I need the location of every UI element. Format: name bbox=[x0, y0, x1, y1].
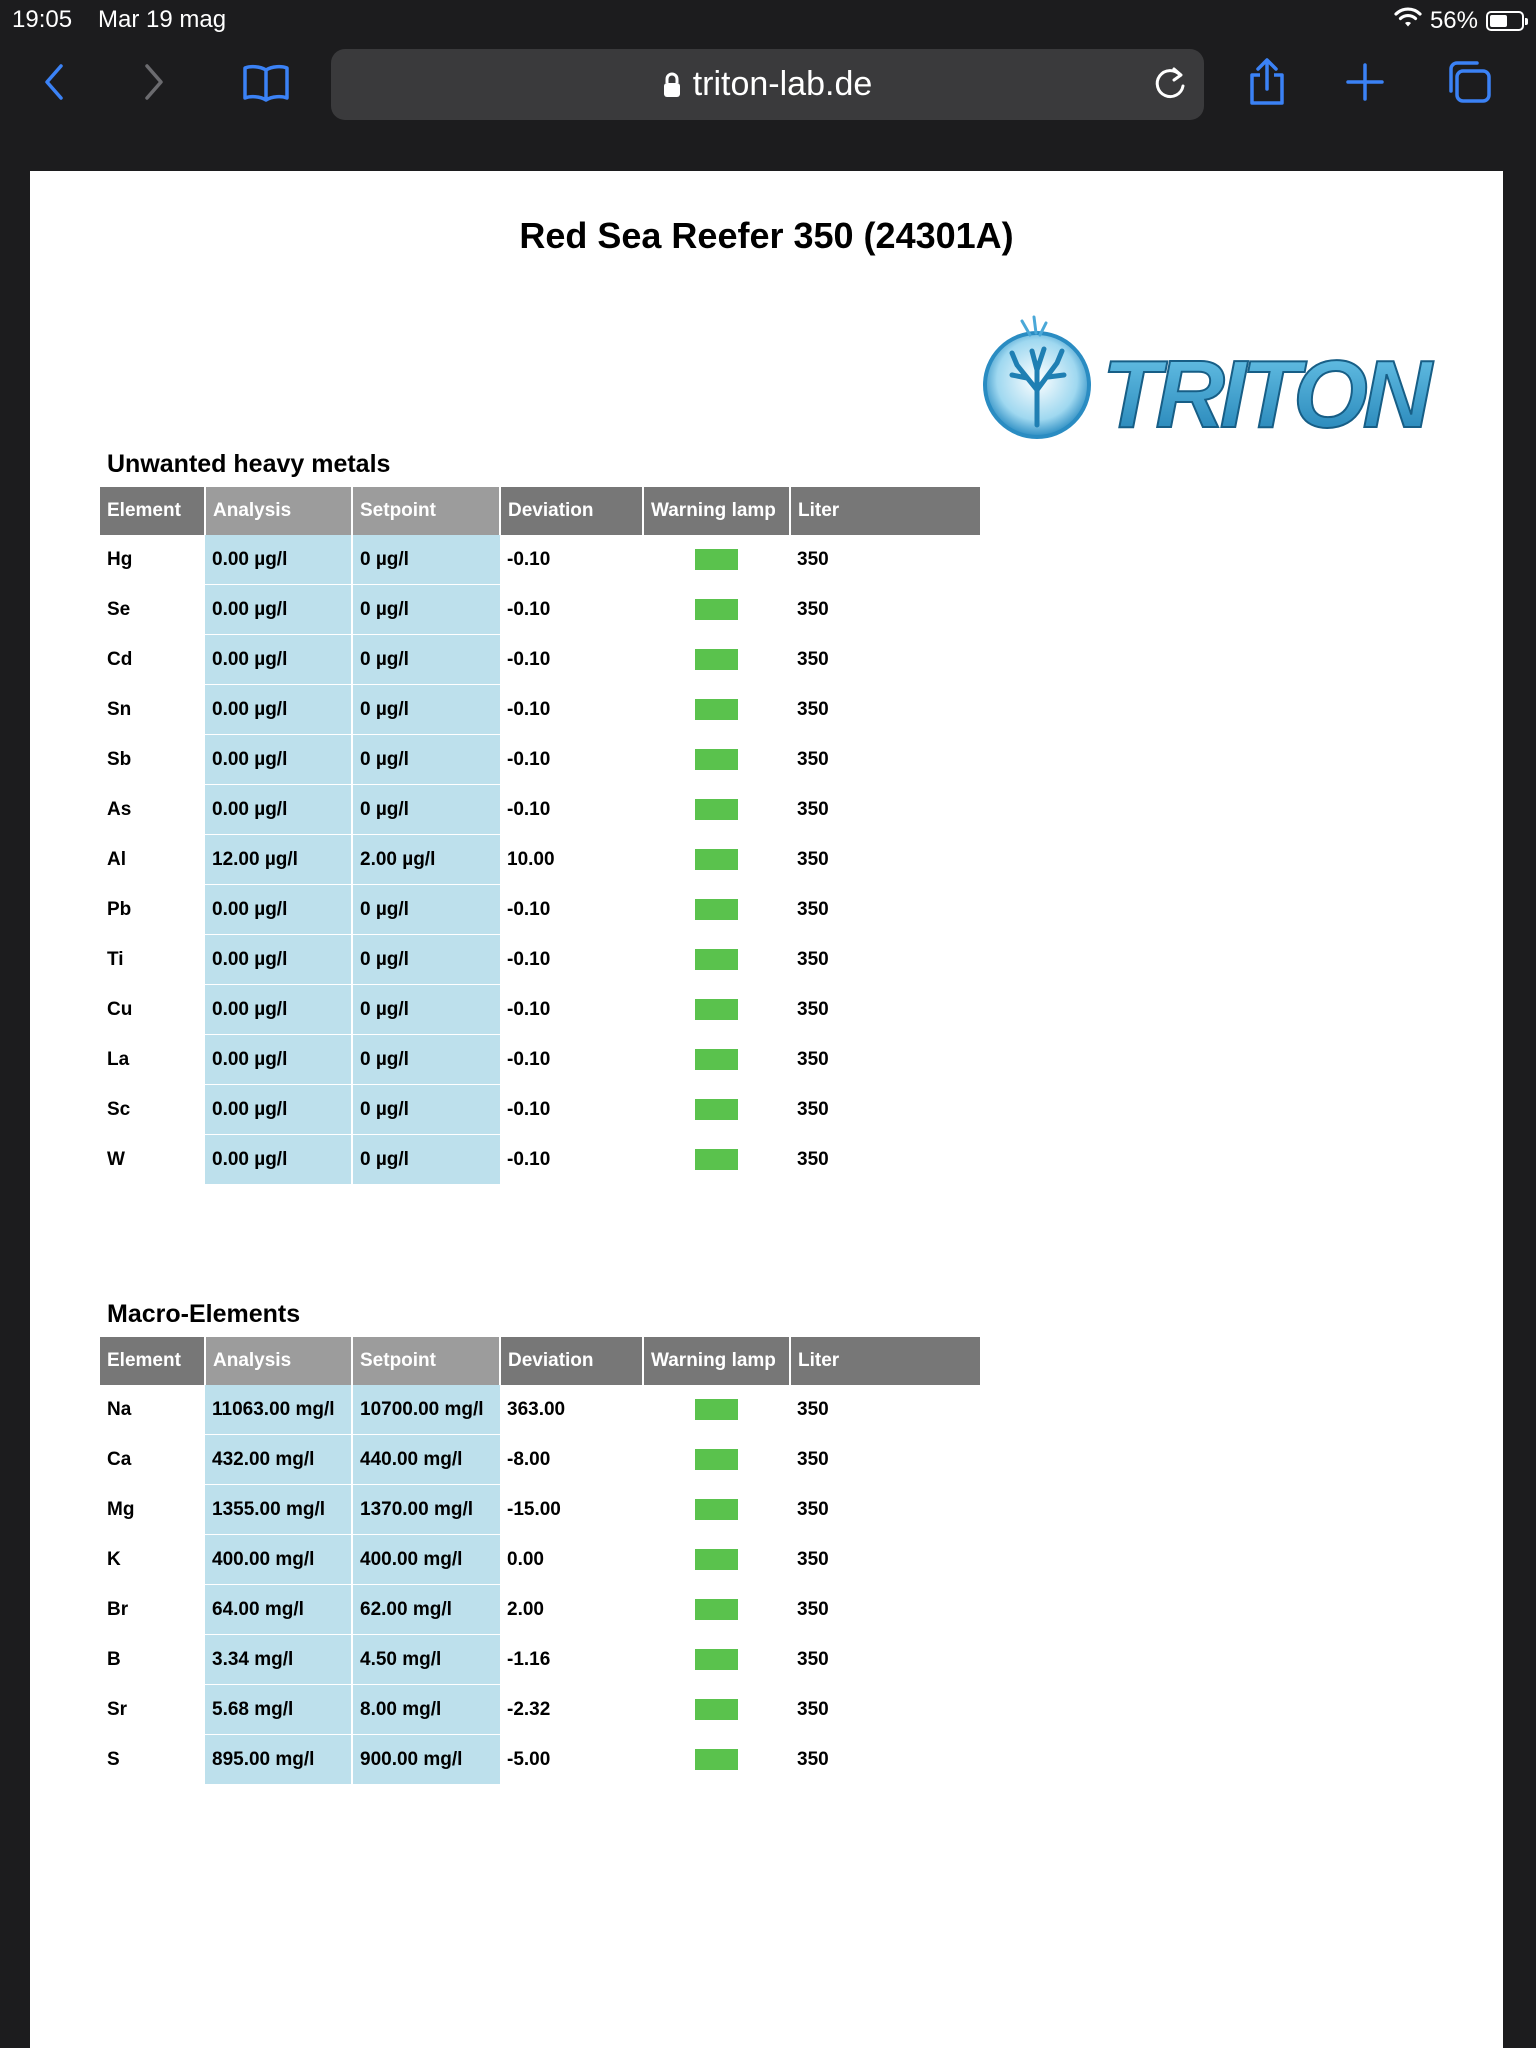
col-liter: Liter bbox=[790, 487, 980, 535]
url-display bbox=[331, 49, 1204, 120]
forward-button[interactable] bbox=[126, 54, 182, 110]
cell-deviation: -0.10 bbox=[500, 1035, 643, 1085]
col-warning-lamp: Warning lamp bbox=[643, 1337, 790, 1385]
col-setpoint: Setpoint bbox=[352, 1337, 500, 1385]
table-row bbox=[100, 1385, 980, 1435]
cell-setpoint: 400.00 mg/l bbox=[352, 1535, 500, 1585]
cell-analysis: 0.00 µg/l bbox=[205, 935, 352, 985]
cell-deviation: -0.10 bbox=[500, 635, 643, 685]
cell-element: Sb bbox=[100, 735, 205, 785]
lock-icon bbox=[663, 72, 681, 98]
table-row bbox=[100, 835, 980, 885]
cell-liter: 350 bbox=[790, 1735, 980, 1785]
cell-deviation: -0.10 bbox=[500, 1085, 643, 1135]
heavy-metals-table bbox=[100, 487, 980, 1185]
cell-deviation: -0.10 bbox=[500, 785, 643, 835]
cell-liter: 350 bbox=[790, 835, 980, 885]
cell-element: Na bbox=[100, 1385, 205, 1435]
cell-liter: 350 bbox=[790, 735, 980, 785]
cell-setpoint: 0 µg/l bbox=[352, 785, 500, 835]
cell-setpoint: 10700.00 mg/l bbox=[352, 1385, 500, 1435]
cell-deviation: -0.10 bbox=[500, 1135, 643, 1185]
macro-elements-table bbox=[100, 1337, 980, 1785]
cell-element: Cu bbox=[100, 985, 205, 1035]
cell-liter: 350 bbox=[790, 1085, 980, 1135]
warning-lamp-indicator bbox=[695, 1399, 738, 1420]
cell-deviation: -0.10 bbox=[500, 935, 643, 985]
tabs-overview-button[interactable] bbox=[1441, 54, 1497, 110]
browser-toolbar bbox=[0, 40, 1536, 140]
cell-liter: 350 bbox=[790, 1685, 980, 1735]
cell-liter: 350 bbox=[790, 585, 980, 635]
cell-deviation: -5.00 bbox=[500, 1735, 643, 1785]
table-row bbox=[100, 785, 980, 835]
cell-analysis: 12.00 µg/l bbox=[205, 835, 352, 885]
cell-analysis: 3.34 mg/l bbox=[205, 1635, 352, 1685]
cell-liter: 350 bbox=[790, 1385, 980, 1435]
status-time: 19:05 bbox=[12, 6, 73, 33]
table-header-row bbox=[100, 1337, 980, 1385]
cell-deviation: 2.00 bbox=[500, 1585, 643, 1635]
warning-lamp-indicator bbox=[695, 1749, 738, 1770]
cell-element: Sr bbox=[100, 1685, 205, 1735]
warning-lamp-indicator bbox=[695, 1649, 738, 1670]
status-date: Mar 19 mag bbox=[98, 6, 227, 33]
cell-liter: 350 bbox=[790, 885, 980, 935]
cell-liter: 350 bbox=[790, 685, 980, 735]
warning-lamp-indicator bbox=[695, 1449, 738, 1470]
warning-lamp-indicator bbox=[695, 799, 738, 820]
table-row bbox=[100, 1485, 980, 1535]
battery-percent: 56% bbox=[1429, 6, 1478, 34]
col-warning-lamp: Warning lamp bbox=[643, 487, 790, 535]
warning-lamp-indicator bbox=[695, 1149, 738, 1170]
table-row bbox=[100, 585, 980, 635]
cell-analysis: 0.00 µg/l bbox=[205, 685, 352, 735]
cell-element: S bbox=[100, 1735, 205, 1785]
triton-logo bbox=[982, 315, 1442, 450]
cell-element: Pb bbox=[100, 885, 205, 935]
cell-liter: 350 bbox=[790, 1485, 980, 1535]
cell-element: B bbox=[100, 1635, 205, 1685]
cell-analysis: 64.00 mg/l bbox=[205, 1585, 352, 1635]
cell-warning-lamp bbox=[643, 785, 790, 835]
cell-setpoint: 0 µg/l bbox=[352, 635, 500, 685]
macro-elements-title: Macro-Elements bbox=[107, 1300, 301, 1328]
cell-setpoint: 0 µg/l bbox=[352, 735, 500, 785]
cell-warning-lamp bbox=[643, 585, 790, 635]
cell-element: As bbox=[100, 785, 205, 835]
cell-setpoint: 0 µg/l bbox=[352, 1035, 500, 1085]
warning-lamp-indicator bbox=[695, 999, 738, 1020]
cell-warning-lamp bbox=[643, 735, 790, 785]
cell-analysis: 0.00 µg/l bbox=[205, 1035, 352, 1085]
battery-icon bbox=[1486, 11, 1524, 31]
status-bar bbox=[0, 0, 1536, 40]
warning-lamp-indicator bbox=[695, 1699, 738, 1720]
table-row bbox=[100, 735, 980, 785]
cell-warning-lamp bbox=[643, 1635, 790, 1685]
table-row bbox=[100, 1735, 980, 1785]
cell-deviation: 363.00 bbox=[500, 1385, 643, 1435]
reload-button[interactable] bbox=[1150, 63, 1190, 110]
cell-element: K bbox=[100, 1535, 205, 1585]
cell-setpoint: 440.00 mg/l bbox=[352, 1435, 500, 1485]
cell-setpoint: 0 µg/l bbox=[352, 685, 500, 735]
cell-setpoint: 4.50 mg/l bbox=[352, 1635, 500, 1685]
cell-warning-lamp bbox=[643, 1035, 790, 1085]
cell-setpoint: 1370.00 mg/l bbox=[352, 1485, 500, 1535]
cell-deviation: -0.10 bbox=[500, 535, 643, 585]
web-page bbox=[30, 171, 1503, 2048]
col-analysis: Analysis bbox=[205, 487, 352, 535]
cell-liter: 350 bbox=[790, 935, 980, 985]
warning-lamp-indicator bbox=[695, 549, 738, 570]
warning-lamp-indicator bbox=[695, 949, 738, 970]
cell-element: Sc bbox=[100, 1085, 205, 1135]
warning-lamp-indicator bbox=[695, 1599, 738, 1620]
cell-setpoint: 2.00 µg/l bbox=[352, 835, 500, 885]
battery-nub bbox=[1525, 18, 1528, 25]
bookmarks-button[interactable] bbox=[238, 54, 294, 110]
cell-liter: 350 bbox=[790, 1035, 980, 1085]
status-right bbox=[1394, 6, 1524, 35]
table-row bbox=[100, 885, 980, 935]
warning-lamp-indicator bbox=[695, 599, 738, 620]
cell-setpoint: 0 µg/l bbox=[352, 935, 500, 985]
warning-lamp-indicator bbox=[695, 649, 738, 670]
share-button[interactable] bbox=[1239, 54, 1295, 110]
cell-warning-lamp bbox=[643, 885, 790, 935]
cell-warning-lamp bbox=[643, 1535, 790, 1585]
col-deviation: Deviation bbox=[500, 1337, 643, 1385]
warning-lamp-indicator bbox=[695, 1499, 738, 1520]
cell-warning-lamp bbox=[643, 1685, 790, 1735]
cell-element: Al bbox=[100, 835, 205, 885]
cell-setpoint: 0 µg/l bbox=[352, 535, 500, 585]
cell-warning-lamp bbox=[643, 1385, 790, 1435]
cell-warning-lamp bbox=[643, 1485, 790, 1535]
cell-liter: 350 bbox=[790, 1535, 980, 1585]
cell-warning-lamp bbox=[643, 1085, 790, 1135]
cell-warning-lamp bbox=[643, 1585, 790, 1635]
table-row bbox=[100, 1685, 980, 1735]
col-liter: Liter bbox=[790, 1337, 980, 1385]
cell-analysis: 0.00 µg/l bbox=[205, 885, 352, 935]
cell-liter: 350 bbox=[790, 635, 980, 685]
table-header-row bbox=[100, 487, 980, 535]
cell-deviation: -1.16 bbox=[500, 1635, 643, 1685]
cell-warning-lamp bbox=[643, 635, 790, 685]
table-row bbox=[100, 985, 980, 1035]
book-icon bbox=[242, 62, 290, 102]
cell-deviation: -0.10 bbox=[500, 685, 643, 735]
cell-analysis: 0.00 µg/l bbox=[205, 735, 352, 785]
table-row bbox=[100, 1435, 980, 1485]
table-row bbox=[100, 1035, 980, 1085]
cell-setpoint: 62.00 mg/l bbox=[352, 1585, 500, 1635]
battery-fill bbox=[1490, 15, 1507, 27]
new-tab-button[interactable] bbox=[1337, 54, 1393, 110]
url-text: triton-lab.de bbox=[692, 65, 873, 103]
cell-warning-lamp bbox=[643, 535, 790, 585]
warning-lamp-indicator bbox=[695, 699, 738, 720]
cell-element: Ti bbox=[100, 935, 205, 985]
warning-lamp-indicator bbox=[695, 1049, 738, 1070]
cell-deviation: -0.10 bbox=[500, 735, 643, 785]
col-deviation: Deviation bbox=[500, 487, 643, 535]
col-setpoint: Setpoint bbox=[352, 487, 500, 535]
cell-analysis: 0.00 µg/l bbox=[205, 985, 352, 1035]
table-row bbox=[100, 635, 980, 685]
warning-lamp-indicator bbox=[695, 1549, 738, 1570]
logo-text: TRITON bbox=[1102, 341, 1432, 445]
cell-liter: 350 bbox=[790, 1435, 980, 1485]
cell-setpoint: 0 µg/l bbox=[352, 985, 500, 1035]
cell-liter: 350 bbox=[790, 535, 980, 585]
col-analysis: Analysis bbox=[205, 1337, 352, 1385]
cell-element: Sn bbox=[100, 685, 205, 735]
tabs-icon bbox=[1445, 59, 1493, 105]
cell-setpoint: 0 µg/l bbox=[352, 585, 500, 635]
table-row bbox=[100, 1535, 980, 1585]
reload-icon bbox=[1150, 63, 1190, 105]
col-element: Element bbox=[100, 1337, 205, 1385]
cell-deviation: 0.00 bbox=[500, 1535, 643, 1585]
table-row bbox=[100, 1085, 980, 1135]
wifi-icon bbox=[1394, 6, 1422, 35]
cell-element: Br bbox=[100, 1585, 205, 1635]
cell-warning-lamp bbox=[643, 1735, 790, 1785]
cell-analysis: 1355.00 mg/l bbox=[205, 1485, 352, 1535]
cell-warning-lamp bbox=[643, 1135, 790, 1185]
cell-analysis: 0.00 µg/l bbox=[205, 1135, 352, 1185]
heavy-metals-title: Unwanted heavy metals bbox=[107, 450, 391, 478]
cell-setpoint: 0 µg/l bbox=[352, 885, 500, 935]
cell-analysis: 895.00 mg/l bbox=[205, 1735, 352, 1785]
cell-analysis: 400.00 mg/l bbox=[205, 1535, 352, 1585]
cell-setpoint: 0 µg/l bbox=[352, 1135, 500, 1185]
cell-analysis: 5.68 mg/l bbox=[205, 1685, 352, 1735]
cell-element: Ca bbox=[100, 1435, 205, 1485]
cell-analysis: 0.00 µg/l bbox=[205, 585, 352, 635]
cell-setpoint: 8.00 mg/l bbox=[352, 1685, 500, 1735]
cell-warning-lamp bbox=[643, 685, 790, 735]
cell-analysis: 0.00 µg/l bbox=[205, 635, 352, 685]
cell-setpoint: 0 µg/l bbox=[352, 1085, 500, 1135]
cell-analysis: 0.00 µg/l bbox=[205, 785, 352, 835]
cell-deviation: -2.32 bbox=[500, 1685, 643, 1735]
cell-element: La bbox=[100, 1035, 205, 1085]
plus-icon bbox=[1345, 62, 1385, 102]
table-row bbox=[100, 935, 980, 985]
page-title: Red Sea Reefer 350 (24301A) bbox=[519, 215, 1014, 256]
cell-warning-lamp bbox=[643, 935, 790, 985]
table-row bbox=[100, 1135, 980, 1185]
back-button[interactable] bbox=[26, 54, 82, 110]
cell-deviation: -0.10 bbox=[500, 985, 643, 1035]
warning-lamp-indicator bbox=[695, 749, 738, 770]
cell-element: Cd bbox=[100, 635, 205, 685]
table-row bbox=[100, 685, 980, 735]
cell-setpoint: 900.00 mg/l bbox=[352, 1735, 500, 1785]
address-bar[interactable] bbox=[331, 49, 1204, 120]
cell-analysis: 11063.00 mg/l bbox=[205, 1385, 352, 1435]
table-row bbox=[100, 1635, 980, 1685]
cell-deviation: -8.00 bbox=[500, 1435, 643, 1485]
cell-element: Se bbox=[100, 585, 205, 635]
table-row bbox=[100, 1585, 980, 1635]
cell-warning-lamp bbox=[643, 985, 790, 1035]
cell-element: W bbox=[100, 1135, 205, 1185]
cell-liter: 350 bbox=[790, 1635, 980, 1685]
cell-deviation: -0.10 bbox=[500, 885, 643, 935]
cell-deviation: -0.10 bbox=[500, 585, 643, 635]
cell-element: Mg bbox=[100, 1485, 205, 1535]
cell-analysis: 0.00 µg/l bbox=[205, 1085, 352, 1135]
cell-liter: 350 bbox=[790, 1135, 980, 1185]
cell-warning-lamp bbox=[643, 1435, 790, 1485]
warning-lamp-indicator bbox=[695, 1099, 738, 1120]
cell-element: Hg bbox=[100, 535, 205, 585]
warning-lamp-indicator bbox=[695, 899, 738, 920]
share-icon bbox=[1247, 57, 1287, 107]
cell-warning-lamp bbox=[643, 835, 790, 885]
cell-liter: 350 bbox=[790, 1585, 980, 1635]
cell-analysis: 432.00 mg/l bbox=[205, 1435, 352, 1485]
cell-deviation: -15.00 bbox=[500, 1485, 643, 1535]
cell-liter: 350 bbox=[790, 785, 980, 835]
cell-liter: 350 bbox=[790, 985, 980, 1035]
col-element: Element bbox=[100, 487, 205, 535]
table-row bbox=[100, 535, 980, 585]
cell-analysis: 0.00 µg/l bbox=[205, 535, 352, 585]
warning-lamp-indicator bbox=[695, 849, 738, 870]
cell-deviation: 10.00 bbox=[500, 835, 643, 885]
